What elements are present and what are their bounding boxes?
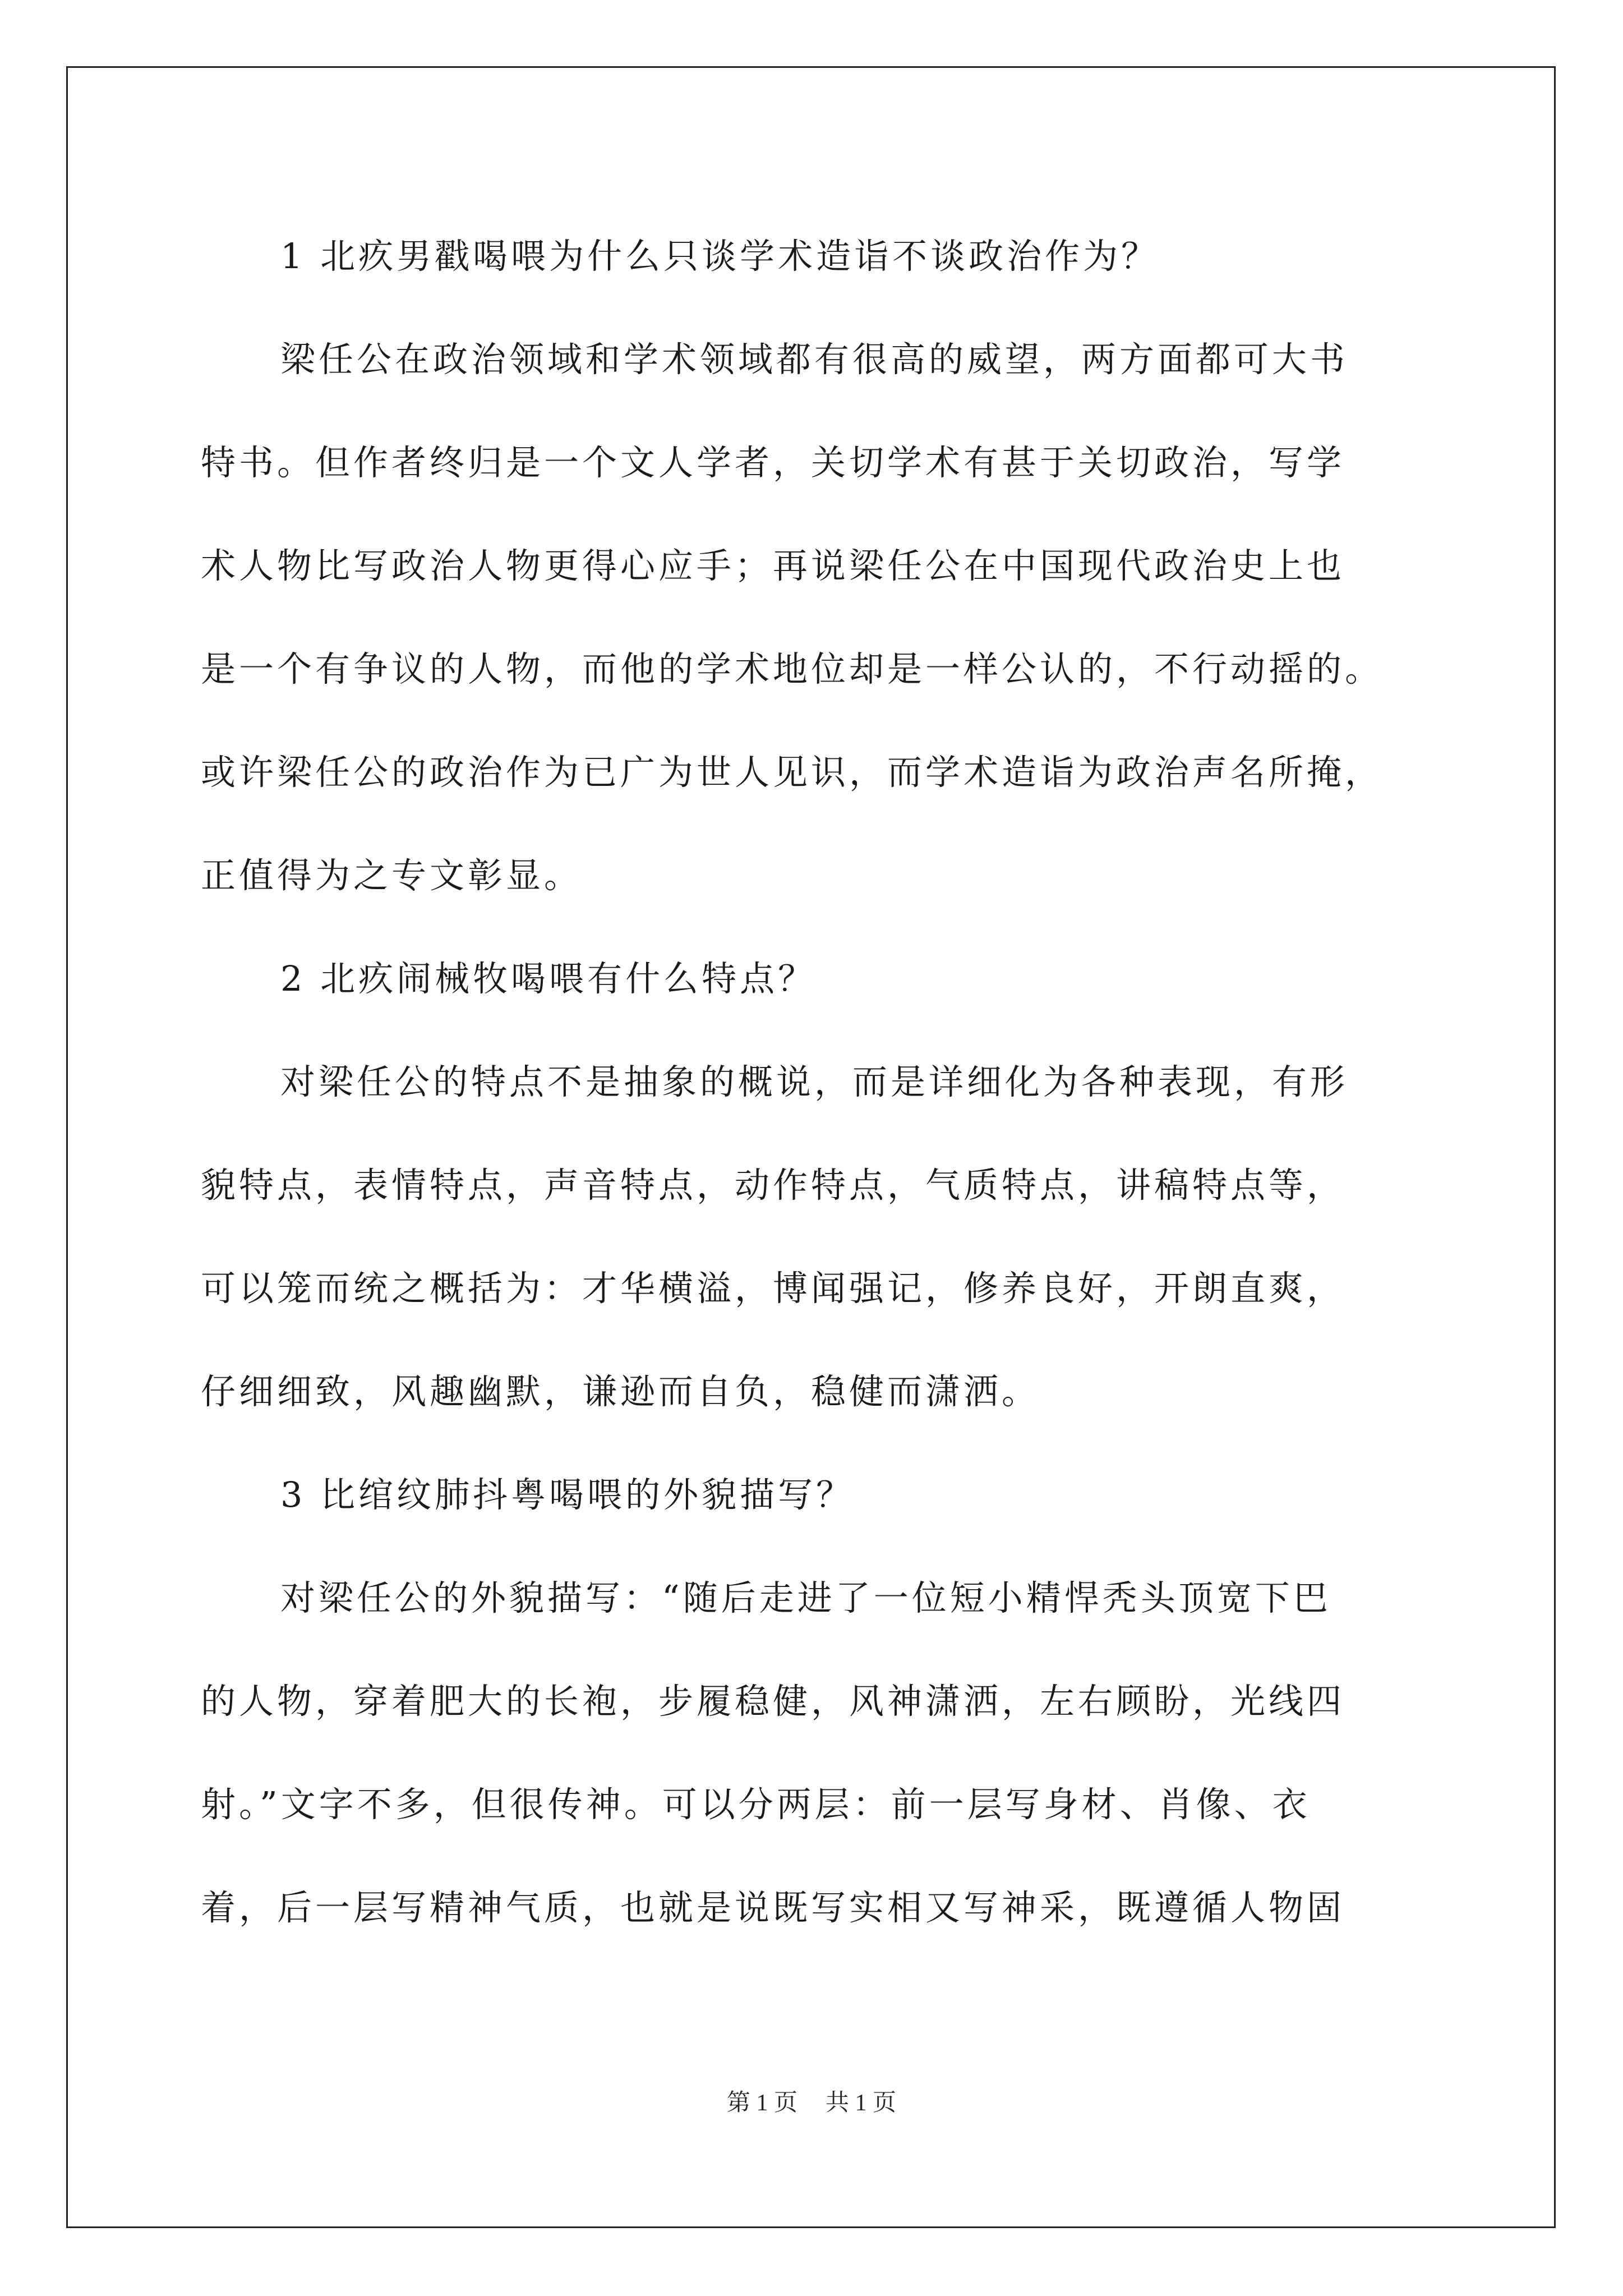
paragraph-line: 射。”文字不多，但很传神。可以分两层：前一层写身材、肖像、衣	[201, 1784, 1311, 1825]
heading-question-1: 1 北疚男戳喝喂为什么只谈学术造诣不谈政治作为？	[280, 236, 1160, 277]
paragraph-line: 正值得为之专文彰显。	[201, 855, 583, 896]
paragraph-line: 着，后一层写精神气质，也就是说既写实相又写神采，既遵循人物固	[201, 1887, 1345, 1928]
paragraph-line: 对梁任公的外貌描写：“随后走进了一位短小精悍秃头顶宽下巴	[280, 1577, 1331, 1618]
paragraph-line: 特书。但作者终归是一个文人学者，关切学术有甚于关切政治，写学	[201, 442, 1345, 483]
paragraph-line: 的人物，穿着肥大的长袍，步履稳健，风神潇洒，左右顾盼，光线四	[201, 1681, 1345, 1722]
heading-question-2: 2 北疚闹械牧喝喂有什么特点？	[280, 958, 817, 999]
paragraph-line: 梁任公在政治领域和学术领域都有很高的威望，两方面都可大书	[280, 339, 1349, 380]
paragraph-line: 是一个有争议的人物，而他的学术地位却是一样公认的，不行动摇的。	[201, 648, 1384, 689]
heading-question-3: 3 比绾纹肺抖粤喝喂的外貌描写？	[280, 1474, 855, 1515]
page-number: 第 1 页	[726, 2090, 797, 2116]
paragraph-line: 术人物比写政治人物更得心应手；再说梁任公在中国现代政治史上也	[201, 545, 1345, 586]
paragraph-line: 可以笼而统之概括为：才华横溢，博闻强记，修养良好，开朗直爽，	[201, 1268, 1345, 1309]
paragraph-line: 貌特点，表情特点，声音特点，动作特点，气质特点，讲稿特点等，	[201, 1165, 1345, 1205]
paragraph-line: 对梁任公的特点不是抽象的概说，而是详细化为各种表现，有形	[280, 1061, 1349, 1102]
paragraph-line: 仔细细致，风趣幽默，谦逊而自负，稳健而潇洒。	[201, 1371, 1040, 1412]
paragraph-line: 或许梁任公的政治作为已广为世人见识，而学术造诣为政治声名所掩，	[201, 752, 1384, 793]
page-footer	[0, 2084, 1623, 2118]
page-total: 共 1 页	[826, 2090, 897, 2116]
document-body	[201, 220, 1435, 1975]
